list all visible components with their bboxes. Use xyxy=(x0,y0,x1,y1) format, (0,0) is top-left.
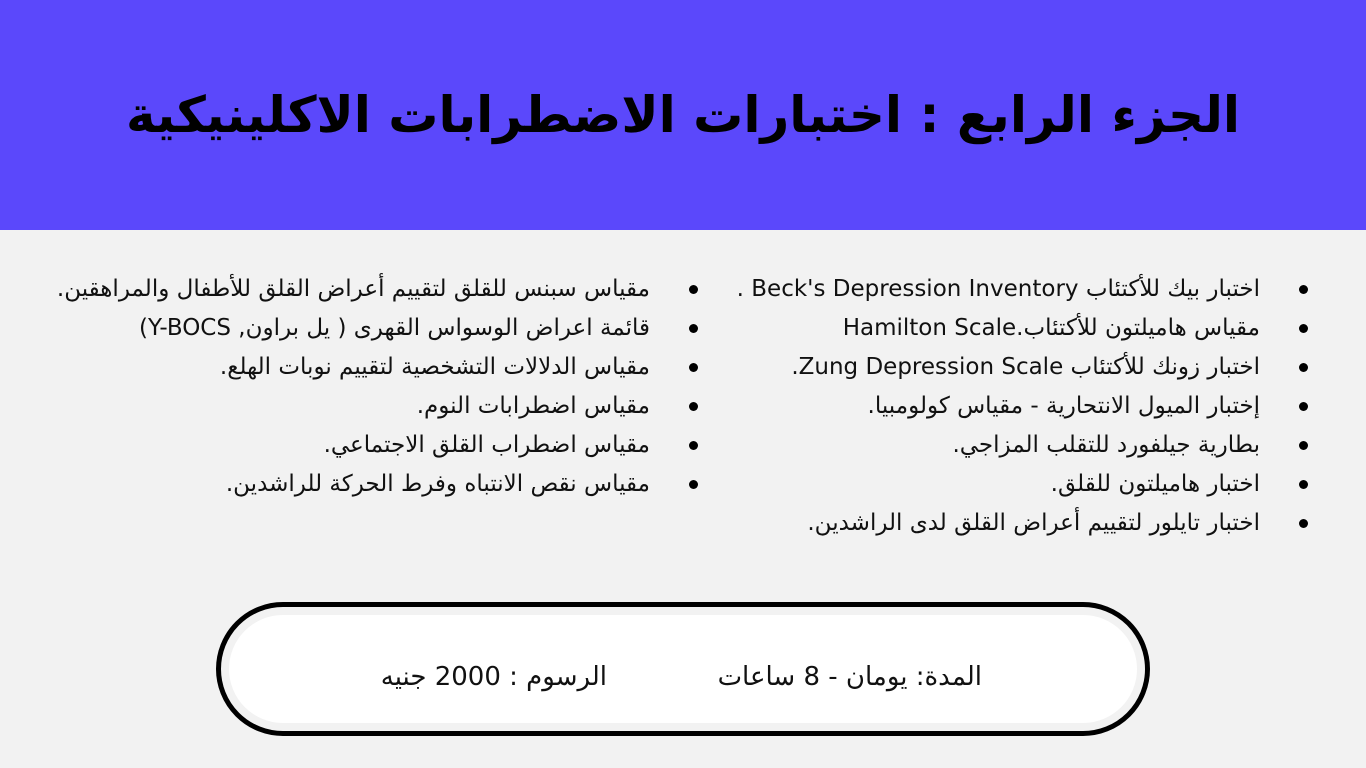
bullet-icon xyxy=(689,324,698,333)
list-item xyxy=(8,426,698,465)
list-item xyxy=(708,309,1308,348)
list-item-text: مقياس اضطرابات النوم. xyxy=(416,393,650,419)
course-info-pill-inner xyxy=(229,615,1137,723)
list-item xyxy=(708,504,1308,543)
tests-list-left xyxy=(8,270,698,504)
bullet-icon xyxy=(689,363,698,372)
list-item xyxy=(8,348,698,387)
bullet-icon xyxy=(1299,441,1308,450)
bullet-icon xyxy=(689,402,698,411)
bullet-icon xyxy=(1299,285,1308,294)
list-item-text: اختبار زونك للأكتئاب Zung Depression Scale. xyxy=(791,354,1260,380)
list-item xyxy=(708,465,1308,504)
fees-text: الرسوم : 2000 جنيه xyxy=(380,662,607,692)
bullet-icon xyxy=(1299,324,1308,333)
list-item-text: مقياس اضطراب القلق الاجتماعي. xyxy=(323,432,650,458)
list-item xyxy=(708,426,1308,465)
list-item-text: مقياس نقص الانتباه وفرط الحركة للراشدين. xyxy=(225,471,650,497)
list-item-text: اختبار تايلور لتقييم أعراض القلق لدى الراشدين. xyxy=(807,510,1260,536)
bullet-icon xyxy=(689,441,698,450)
list-item-text: مقياس سبنس للقلق لتقييم أعراض القلق للأطفال والمراهقين. xyxy=(56,276,650,302)
tests-list-right xyxy=(708,270,1308,543)
list-item-text: قائمة اعراض الوسواس القهرى ( يل براون, Y-BOCS) xyxy=(139,315,650,341)
list-item-text: بطارية جيلفورد للتقلب المزاجي. xyxy=(952,432,1260,458)
list-item xyxy=(708,270,1308,309)
bullet-icon xyxy=(689,480,698,489)
bullet-icon xyxy=(1299,363,1308,372)
list-item xyxy=(8,270,698,309)
bullet-icon xyxy=(689,285,698,294)
list-item-text: اختبار بيك للأكتئاب Beck's Depression Inventory . xyxy=(736,276,1260,302)
list-item xyxy=(8,465,698,504)
course-info-pill xyxy=(216,602,1150,736)
bullet-icon xyxy=(1299,480,1308,489)
list-item xyxy=(8,387,698,426)
bullet-icon xyxy=(1299,519,1308,528)
list-item-text: مقياس هاميلتون للأكتئاب.Hamilton Scale xyxy=(842,315,1260,341)
list-item-text: إختبار الميول الانتحارية - مقياس كولومبيا. xyxy=(867,393,1260,419)
list-item-text: اختبار هاميلتون للقلق. xyxy=(1050,471,1260,497)
page-title: الجزء الرابع : اختبارات الاضطرابات الاكلينيكية xyxy=(126,86,1240,144)
list-item-text: مقياس الدلالات التشخصية لتقييم نوبات الهلع. xyxy=(219,354,650,380)
duration-text: المدة: يومان - 8 ساعات xyxy=(717,662,982,692)
list-item xyxy=(8,309,698,348)
list-item xyxy=(708,387,1308,426)
header-banner xyxy=(0,0,1366,230)
list-item xyxy=(708,348,1308,387)
bullet-icon xyxy=(1299,402,1308,411)
